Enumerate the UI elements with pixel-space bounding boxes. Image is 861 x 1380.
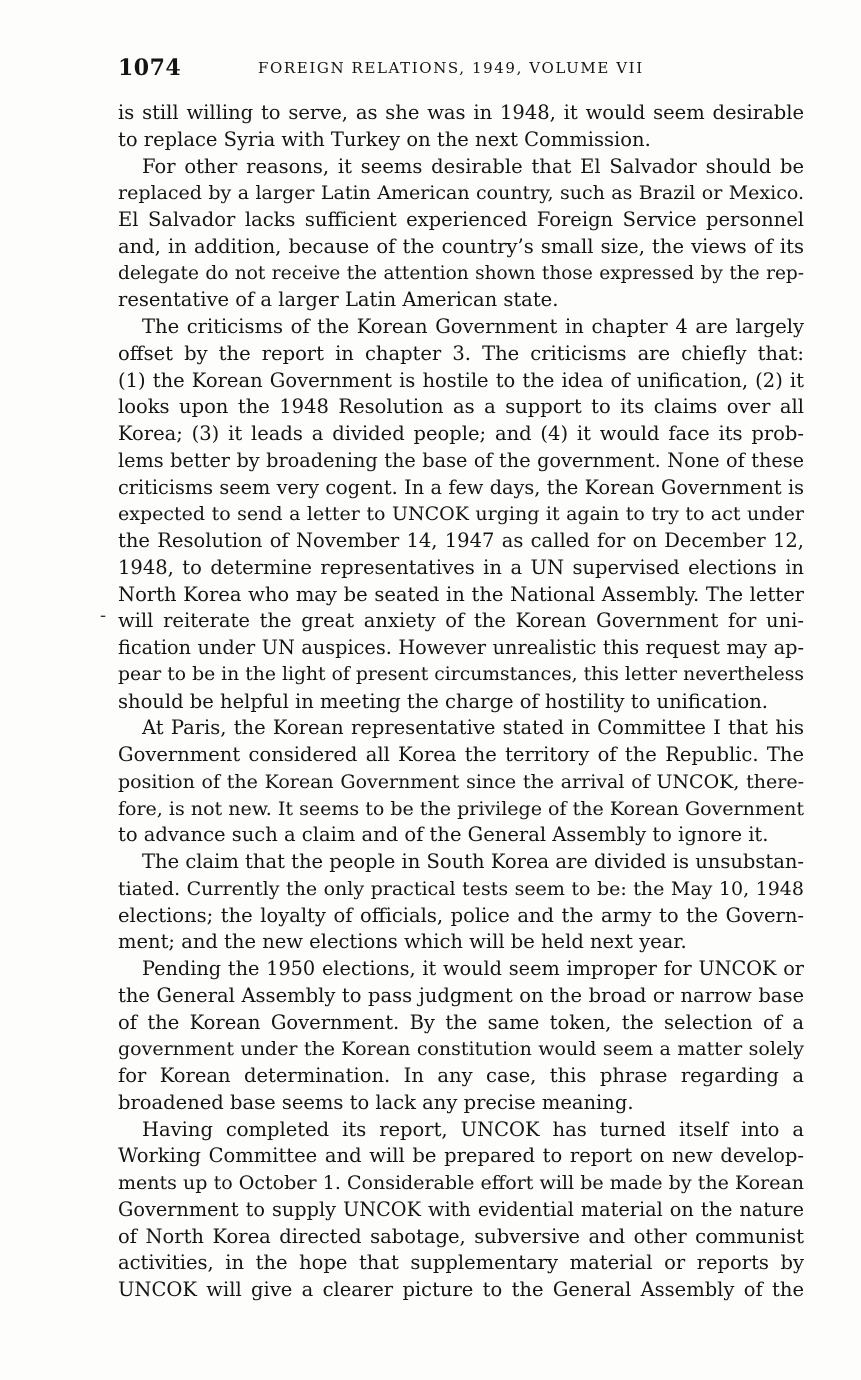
text-line: and, in addition, because of the country’s small size, the views of its	[118, 234, 804, 258]
text-line: offset by the report in chapter 3. The criticisms are chiefly that:	[118, 341, 804, 365]
text-line: elections; the loyalty of officials, police and the army to the Govern-	[118, 903, 804, 927]
text-line: fication under UN auspices. However unrealistic this request may ap-	[118, 636, 804, 659]
text-line: fore, is not new. It seems to be the privilege of the Korean Government	[118, 797, 804, 820]
text-line: for Korean determination. In any case, this phrase regarding a	[118, 1064, 804, 1087]
text-line: the Resolution of November 14, 1947 as called for on December 12,	[118, 529, 804, 552]
text-line: Pending the 1950 elections, it would seem improper for UNCOK or	[142, 957, 804, 980]
text-line: replaced by a larger Latin American country, such as Brazil or Mexico.	[118, 182, 804, 205]
body-text	[118, 100, 804, 1304]
text-line: of the Korean Government. By the same token, the selection of a	[118, 1010, 804, 1034]
text-line: Government considered all Korea the territory of the Republic. The	[118, 743, 804, 766]
text-line: should be helpful in meeting the charge of hostility to unification.	[118, 689, 769, 713]
text-line: to replace Syria with Turkey on the next Commission.	[118, 127, 651, 151]
text-line: delegate do not receive the attention shown those expressed by the rep-	[118, 262, 804, 284]
text-line: of North Korea directed sabotage, subversive and other communist	[118, 1224, 804, 1248]
text-line: resentative of a larger Latin American state.	[118, 288, 559, 312]
text-line: the General Assembly to pass judgment on the broad or narrow base	[118, 983, 804, 1007]
text-line: Working Committee and will be prepared to report on new develop-	[118, 1144, 804, 1168]
text-line: lems better by broadening the base of the government. None of these	[118, 448, 804, 472]
text-line: activities, in the hope that supplementary material or reports by	[118, 1251, 804, 1275]
text-line: UNCOK will give a clearer picture to the General Assembly of the	[118, 1278, 804, 1301]
text-line: to advance such a claim and of the General Assembly to ignore it.	[118, 823, 769, 847]
text-line: El Salvador lacks sufficient experienced Foreign Service personnel	[118, 208, 804, 231]
page-header	[118, 55, 808, 85]
text-line: 1948, to determine representatives in a UN supervised elections in	[118, 555, 804, 579]
text-line: criticisms seem very cogent. In a few days, the Korean Government is	[118, 475, 804, 499]
text-line: ment; and the new elections which will be held next year.	[118, 930, 687, 954]
text-line: is still willing to serve, as she was in 1948, it would seem desirable	[118, 101, 804, 124]
text-line: Government to supply UNCOK with evidential material on the nature	[118, 1197, 804, 1221]
text-line: will reiterate the great anxiety of the Korean Government for uni-	[118, 609, 804, 633]
text-line: expected to send a letter to UNCOK urging it again to try to act under	[118, 503, 804, 526]
text-line: The claim that the people in South Korea are divided is unsubstan-	[142, 850, 804, 873]
text-line: (1) the Korean Government is hostile to the idea of unification, (2) it	[118, 368, 804, 392]
text-line: Having completed its report, UNCOK has turned itself into a	[142, 1117, 804, 1141]
text-line: tiated. Currently the only practical tests seem to be: the May 10, 1948	[118, 877, 804, 900]
running-head: FOREIGN RELATIONS, 1949, VOLUME VII	[258, 59, 644, 77]
text-line: ments up to October 1. Considerable effort will be made by the Korean	[118, 1172, 804, 1194]
text-line: At Paris, the Korean representative stated in Committee I that his	[142, 716, 804, 740]
text-line: position of the Korean Government since the arrival of UNCOK, there-	[118, 770, 804, 793]
text-line: The criticisms of the Korean Government in chapter 4 are largely	[142, 315, 804, 338]
text-line: looks upon the 1948 Resolution as a support to its claims over all	[118, 395, 804, 419]
text-line: North Korea who may be seated in the National Assembly. The letter	[118, 582, 804, 606]
text-line: pear to be in the light of present circumstances, this letter nevertheless	[118, 663, 804, 685]
text-line: broadened base seems to lack any precise meaning.	[118, 1090, 634, 1114]
margin-mark: -	[100, 605, 107, 626]
page-number: 1074	[118, 55, 182, 81]
text-line: Korea; (3) it leads a divided people; and (4) it would face its prob-	[118, 422, 804, 445]
text-line: For other reasons, it seems desirable that El Salvador should be	[142, 154, 804, 178]
text-line: government under the Korean constitution would seem a matter solely	[118, 1038, 804, 1061]
